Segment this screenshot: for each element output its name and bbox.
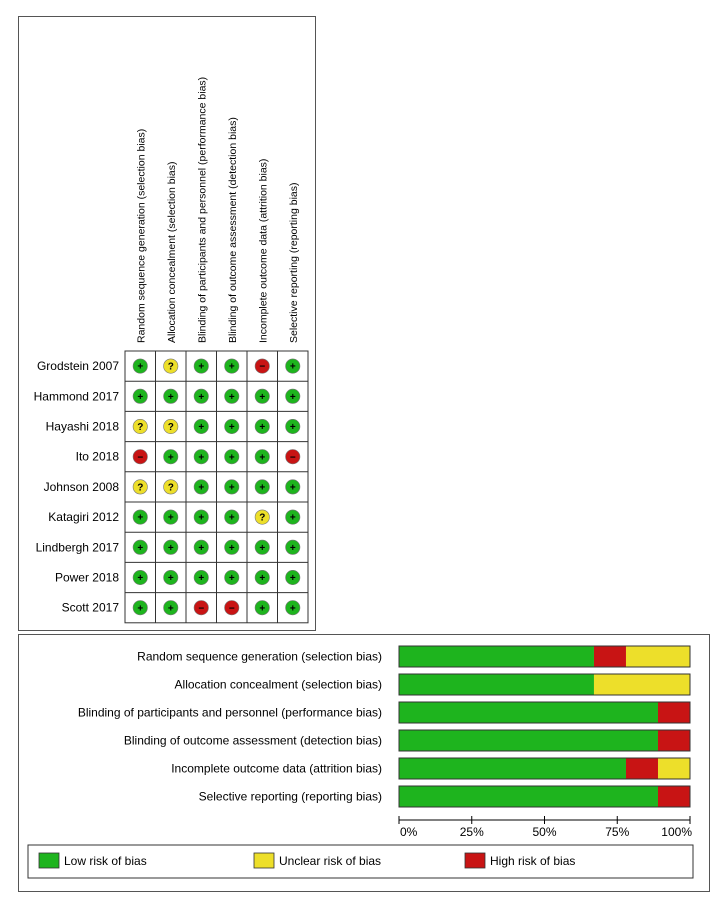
judgement-symbol: + [198, 573, 205, 585]
judgement-symbol: + [289, 542, 296, 554]
bar-segment-unclear [626, 646, 690, 667]
judgement-symbol: ? [137, 482, 144, 494]
judgement-symbol: + [167, 452, 174, 464]
column-label: Allocation concealment (selection bias) [165, 161, 178, 343]
study-label: Scott 2017 [61, 600, 119, 615]
bar-segment-high [658, 702, 690, 723]
category-label: Selective reporting (reporting bias) [198, 789, 382, 804]
bar-segment-high [658, 730, 690, 751]
x-tick-label: 100% [661, 825, 692, 839]
x-tick-label: 25% [459, 825, 484, 839]
column-label: Blinding of outcome assessment (detection bias) [226, 117, 239, 343]
judgement-symbol: + [289, 422, 296, 434]
judgement-symbol: + [259, 573, 266, 585]
judgement-symbol: + [167, 542, 174, 554]
study-label: Power 2018 [54, 570, 119, 585]
judgement-symbol: + [289, 573, 296, 585]
legend-label: Low risk of bias [64, 854, 147, 868]
bar-segment-low [399, 646, 594, 667]
judgement-symbol: + [289, 361, 296, 373]
judgement-symbol: ? [167, 482, 174, 494]
judgement-symbol: − [228, 603, 235, 615]
column-label: Blinding of participants and personnel (performance bias) [196, 76, 209, 343]
study-label: Lindbergh 2017 [35, 540, 119, 555]
judgement-symbol: − [289, 452, 296, 464]
judgement-symbol: + [289, 603, 296, 615]
study-label: Hammond 2017 [33, 389, 119, 404]
category-label: Blinding of outcome assessment (detection bias) [123, 733, 382, 748]
judgement-symbol: + [228, 573, 235, 585]
bar-segment-high [658, 786, 690, 807]
judgement-symbol: + [228, 361, 235, 373]
study-label: Hayashi 2018 [45, 419, 119, 434]
judgement-symbol: + [228, 542, 235, 554]
judgement-symbol: + [167, 603, 174, 615]
risk-of-bias-graph-panel [18, 634, 710, 892]
judgement-symbol: + [228, 422, 235, 434]
judgement-symbol: − [259, 361, 266, 373]
bar-segment-unclear [658, 758, 690, 779]
bar-segment-low [399, 702, 658, 723]
judgement-symbol: + [228, 452, 235, 464]
x-tick-label: 50% [532, 825, 557, 839]
judgement-symbol: ? [167, 422, 174, 434]
category-label: Random sequence generation (selection bias) [137, 649, 382, 664]
judgement-symbol: ? [259, 512, 266, 524]
judgement-symbol: + [167, 391, 174, 403]
judgement-symbol: ? [167, 361, 174, 373]
legend-swatch-low [39, 853, 59, 868]
bar-segment-low [399, 786, 658, 807]
judgement-symbol: + [289, 391, 296, 403]
judgement-symbol: + [137, 542, 144, 554]
category-label: Incomplete outcome data (attrition bias) [171, 761, 382, 776]
judgement-symbol: + [198, 542, 205, 554]
judgement-symbol: + [198, 361, 205, 373]
judgement-symbol: + [198, 512, 205, 524]
judgement-symbol: + [259, 452, 266, 464]
judgement-symbol: + [167, 573, 174, 585]
judgement-symbol: + [137, 512, 144, 524]
x-tick-label: 75% [605, 825, 630, 839]
judgement-symbol: + [137, 573, 144, 585]
judgement-symbol: + [259, 603, 266, 615]
judgement-symbol: − [198, 603, 205, 615]
category-label: Blinding of participants and personnel (performance bias) [77, 705, 382, 720]
judgement-symbol: + [259, 542, 266, 554]
judgement-symbol: + [259, 391, 266, 403]
judgement-symbol: + [198, 391, 205, 403]
judgement-symbol: + [228, 391, 235, 403]
judgement-symbol: + [259, 482, 266, 494]
bar-segment-high [626, 758, 658, 779]
judgement-symbol: + [259, 422, 266, 434]
risk-of-bias-graph [19, 635, 709, 891]
bar-segment-low [399, 758, 626, 779]
bar-segment-low [399, 674, 594, 695]
study-label: Katagiri 2012 [48, 510, 119, 525]
legend-label: High risk of bias [490, 854, 576, 868]
study-label: Johnson 2008 [43, 479, 119, 494]
bar-segment-high [594, 646, 626, 667]
category-label: Allocation concealment (selection bias) [174, 677, 382, 692]
risk-of-bias-summary-table [19, 17, 315, 630]
judgement-symbol: + [167, 512, 174, 524]
column-label: Selective reporting (reporting bias) [287, 182, 300, 343]
bar-segment-low [399, 730, 658, 751]
study-label: Grodstein 2007 [36, 359, 119, 374]
judgement-symbol: + [137, 603, 144, 615]
judgement-symbol: + [198, 452, 205, 464]
risk-of-bias-summary-panel [18, 16, 316, 631]
judgement-symbol: + [228, 482, 235, 494]
judgement-symbol: + [289, 482, 296, 494]
judgement-symbol: + [137, 391, 144, 403]
judgement-symbol: + [137, 361, 144, 373]
legend-swatch-unclear [254, 853, 274, 868]
column-label: Incomplete outcome data (attrition bias) [257, 158, 270, 343]
judgement-symbol: + [198, 482, 205, 494]
judgement-symbol: + [228, 512, 235, 524]
judgement-symbol: + [198, 422, 205, 434]
x-tick-label: 0% [400, 825, 418, 839]
judgement-symbol: + [289, 512, 296, 524]
judgement-symbol: − [137, 452, 144, 464]
judgement-symbol: ? [137, 422, 144, 434]
bar-segment-unclear [594, 674, 690, 695]
study-label: Ito 2018 [75, 449, 119, 464]
legend-label: Unclear risk of bias [279, 854, 382, 868]
column-label: Random sequence generation (selection bias) [135, 128, 148, 343]
legend-swatch-high [465, 853, 485, 868]
